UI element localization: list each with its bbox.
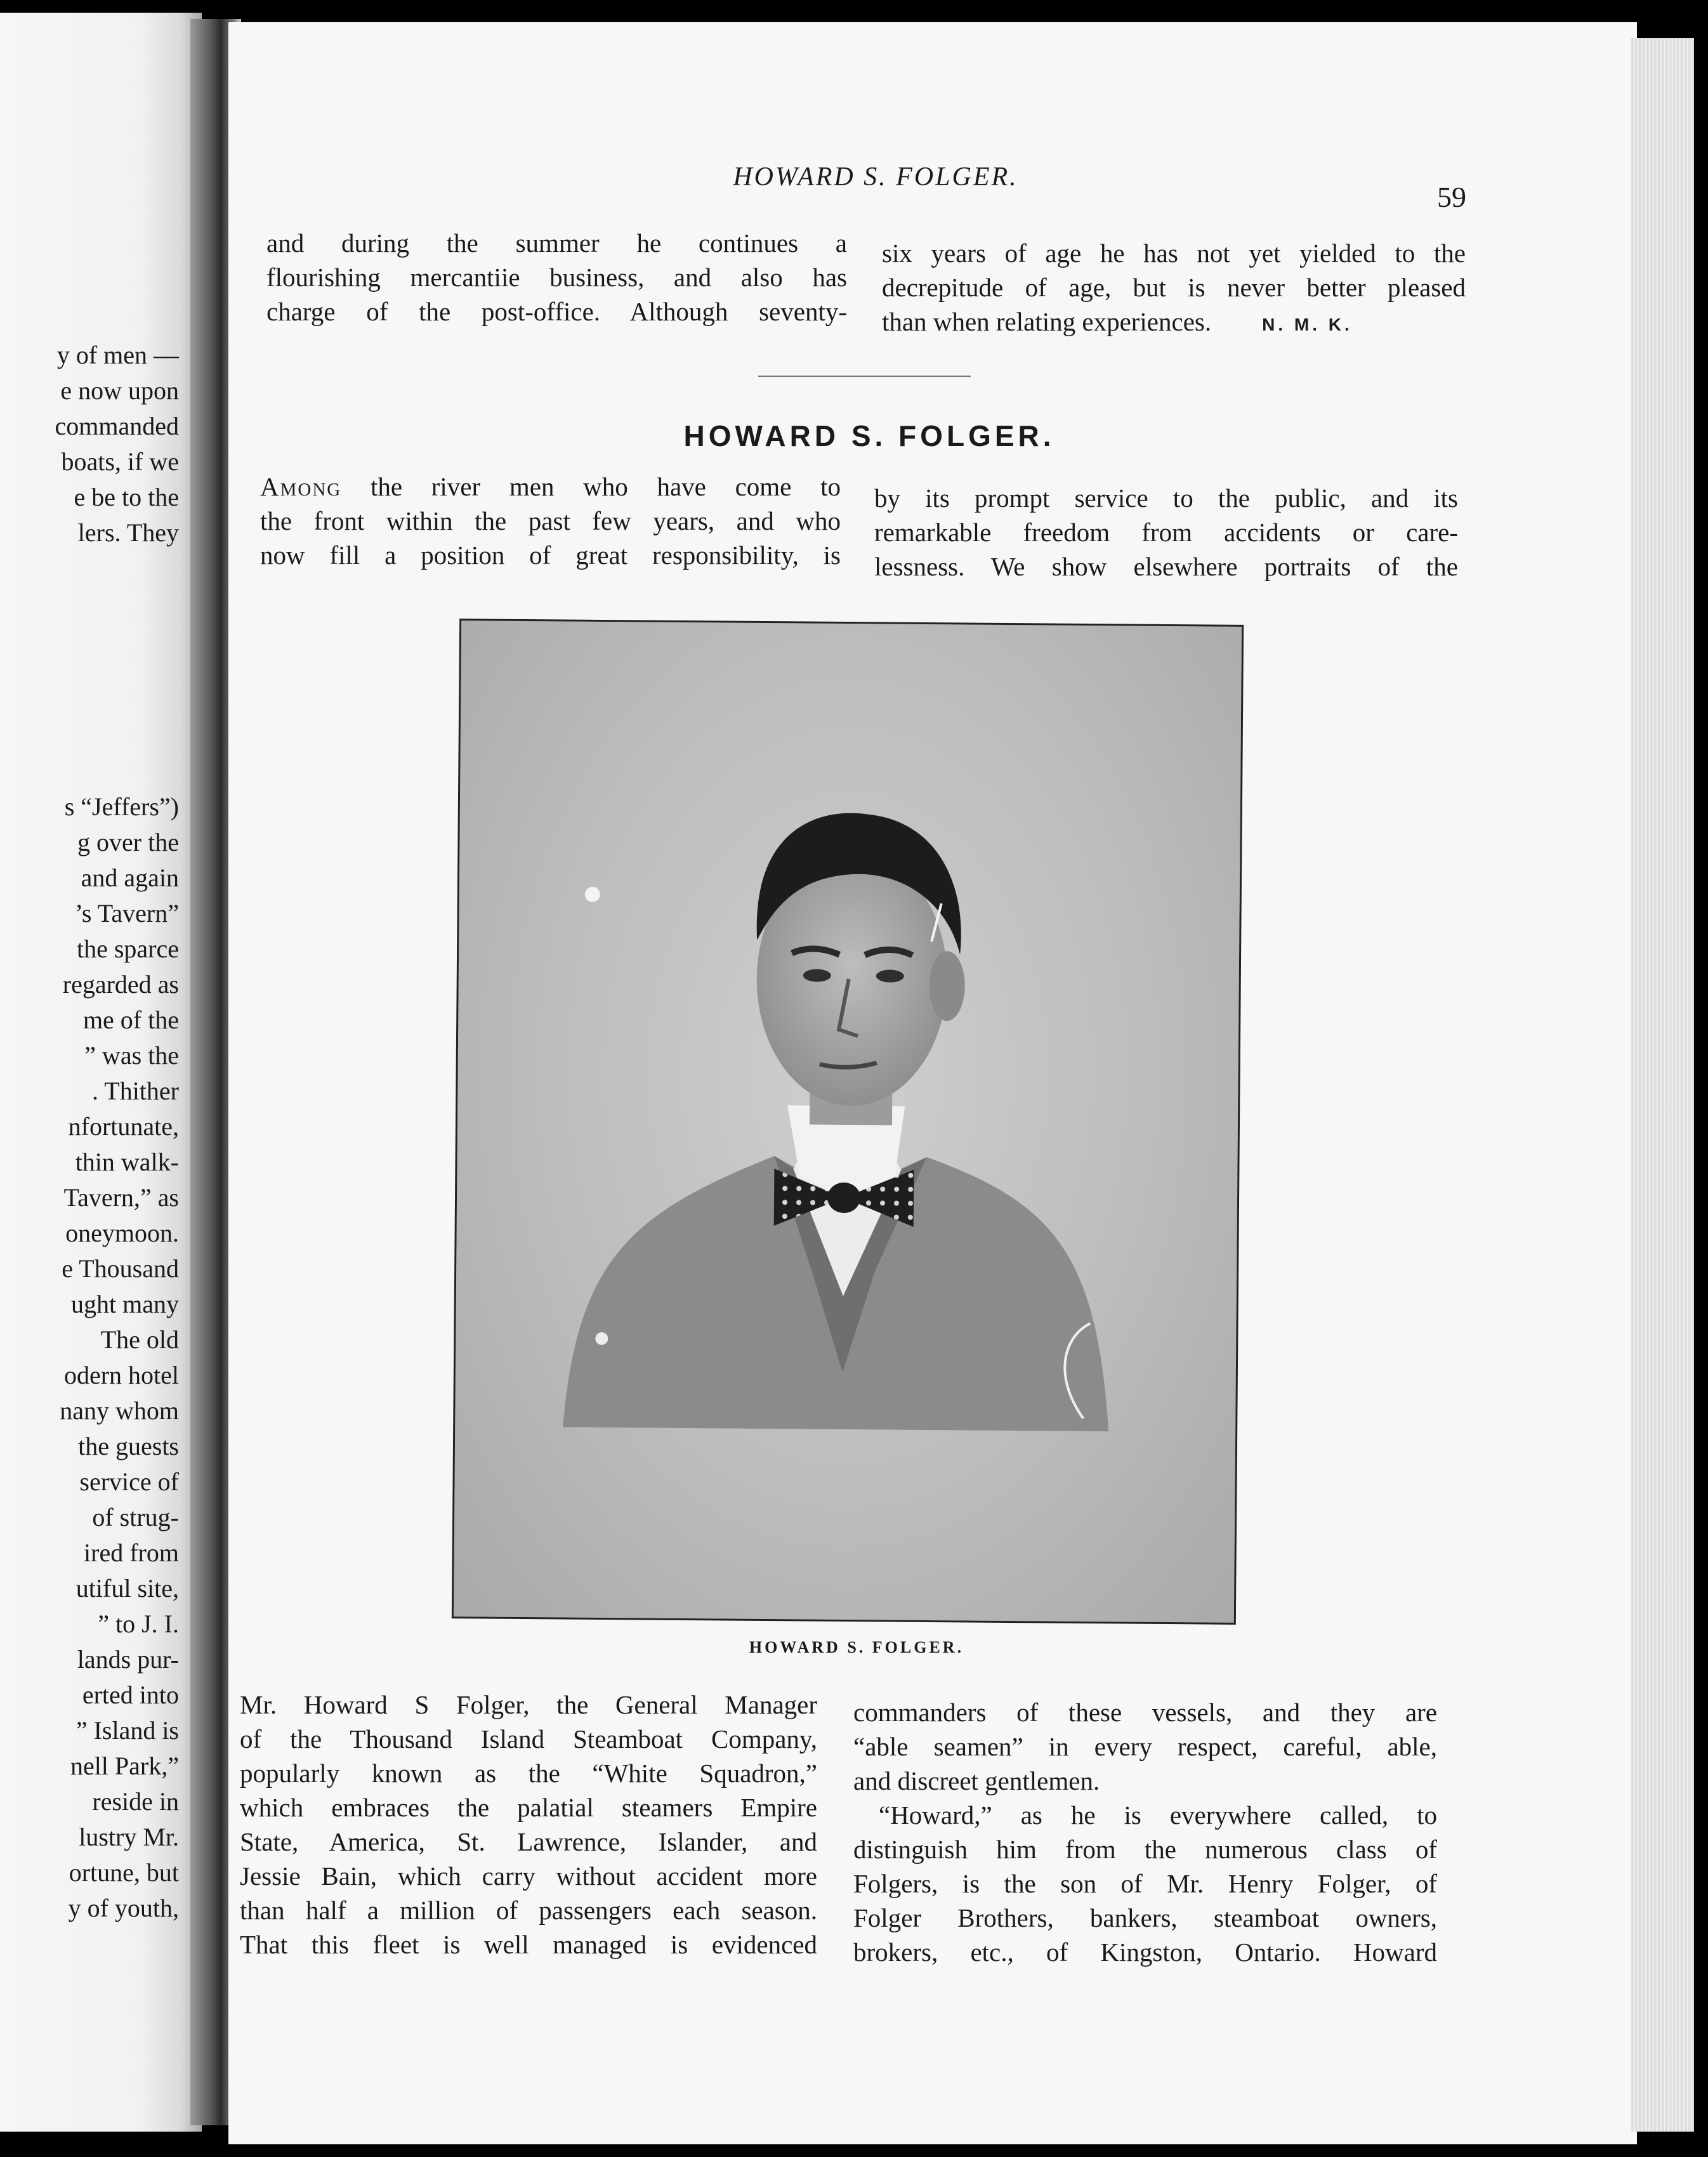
left-line: ortune, but [69, 1858, 179, 1887]
left-line: commanded [55, 412, 179, 440]
text-line: and discreet gentlemen. [853, 1766, 1100, 1795]
left-line: regarded as [62, 970, 179, 999]
portrait-photo [452, 619, 1244, 1625]
text-line: distinguish him from the numerous class of [853, 1835, 1437, 1864]
left-line: oneymoon. [65, 1219, 179, 1247]
section-divider [758, 376, 971, 377]
text-line: “able seamen” in every respect, careful, able, [853, 1732, 1437, 1761]
left-line: ught many [71, 1290, 179, 1318]
intro-column-2 [874, 481, 1458, 584]
text-line: remarkable freedom from accidents or care- [874, 518, 1458, 547]
left-line: e be to the [74, 483, 179, 511]
left-line: ” was the [84, 1041, 179, 1070]
text-line: the front within the past few years, and who [260, 506, 841, 535]
intro-column-1 [260, 469, 841, 572]
left-page [0, 13, 202, 2132]
text-line: commanders of these vessels, and they are [853, 1698, 1437, 1727]
text-line: brokers, etc., of Kingston, Ontario. Howard [853, 1937, 1437, 1967]
text-line: of the Thousand Island Steamboat Company, [240, 1724, 817, 1754]
portrait-illustration [454, 620, 1242, 1623]
left-line: utiful site, [76, 1574, 179, 1603]
author-initials: N. M. K. [1262, 315, 1353, 334]
left-line: reside in [92, 1787, 179, 1816]
photo-caption: HOWARD S. FOLGER. [749, 1638, 964, 1656]
text-line: Folgers, is the son of Mr. Henry Folger, of [853, 1869, 1437, 1898]
left-line: nany whom [60, 1396, 179, 1425]
left-line: ’s Tavern” [74, 899, 179, 928]
text-line: and during the summer he continues a [266, 228, 847, 258]
text-line: lessness. We show elsewhere portraits of the [874, 552, 1458, 581]
left-line: lustry Mr. [79, 1823, 179, 1851]
text-line: which embraces the palatial steamers Empire [240, 1793, 817, 1822]
text-fragment: the river men who have come to [341, 472, 841, 501]
text-line: Jessie Bain, which carry without accident more [240, 1861, 817, 1891]
page-edge [1631, 38, 1694, 2132]
left-line: the sparce [76, 934, 179, 963]
left-line: The old [100, 1325, 179, 1354]
body-column-2 [853, 1695, 1437, 1969]
left-line: . Thither [91, 1077, 179, 1105]
text-line: That this fleet is well managed is evidenced [240, 1930, 817, 1959]
left-line: ” to J. I. [98, 1610, 179, 1638]
text-line: Folger Brothers, bankers, steamboat owners, [853, 1903, 1437, 1932]
left-line: y of men — [56, 341, 179, 369]
text-line: than half a million of passengers each season. [240, 1896, 817, 1925]
left-line: y of youth, [68, 1894, 179, 1922]
text-line: State, America, St. Lawrence, Islander, and [240, 1827, 817, 1856]
text-line: popularly known as the “White Squadron,” [240, 1759, 817, 1788]
left-line: me of the [82, 1006, 179, 1034]
intro-word: Among [260, 472, 342, 501]
left-line: ired from [84, 1538, 179, 1567]
text-line: charge of the post-office. Although seventy- [266, 297, 847, 326]
text-line: Mr. Howard S Folger, the General Manager [240, 1690, 817, 1719]
left-line: odern hotel [63, 1361, 179, 1389]
left-line: thin walk- [75, 1148, 179, 1176]
left-line: g over the [77, 828, 179, 856]
running-head: HOWARD S. FOLGER. [733, 162, 1018, 192]
left-line: e Thousand [62, 1254, 179, 1283]
left-line: nfortunate, [68, 1112, 179, 1141]
text-line: “Howard,” as he is everywhere called, to [879, 1800, 1437, 1830]
left-line: ” Island is [76, 1716, 179, 1745]
left-line: boats, if we [61, 447, 179, 476]
left-line: lers. They [77, 518, 179, 547]
text-line: by its prompt service to the public, and its [874, 483, 1458, 513]
left-line: the guests [78, 1432, 179, 1460]
left-line: s “Jeffers”) [64, 792, 179, 821]
page-number: 59 [1437, 181, 1466, 213]
left-line: lands pur- [77, 1645, 179, 1674]
text-line: flourishing mercantiie business, and also has [266, 263, 847, 292]
text-fragment: than when relating experiences. [882, 307, 1212, 336]
left-line: Tavern,” as [63, 1183, 179, 1212]
left-line: and again [81, 863, 179, 892]
left-line: nell Park,” [70, 1752, 179, 1780]
left-line: erted into [82, 1681, 179, 1709]
text-line [260, 469, 841, 504]
article-title: HOWARD S. FOLGER. [683, 419, 1055, 452]
body-column-1 [240, 1688, 817, 1962]
text-line [882, 305, 1466, 339]
text-line: six years of age he has not yet yielded to the [882, 239, 1466, 268]
previous-article-column-1 [266, 226, 847, 329]
left-line: service of [79, 1467, 179, 1496]
left-line: e now upon [60, 376, 179, 405]
text-line: now fill a position of great responsibility, is [260, 541, 841, 570]
text-line: decrepitude of age, but is never better pleased [882, 273, 1466, 302]
previous-article-column-2 [882, 236, 1466, 339]
left-line: of strug- [92, 1503, 179, 1531]
